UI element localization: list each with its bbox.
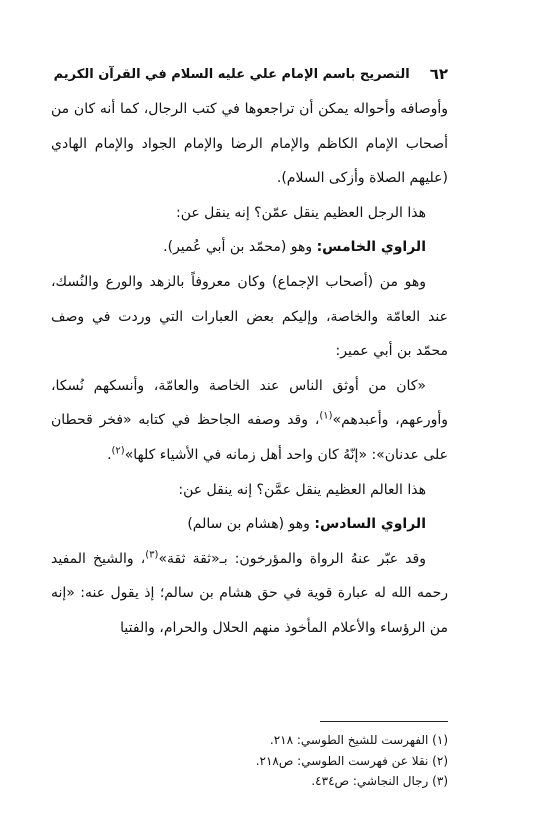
narrator-6-name: وهو (هشام بن سالم) bbox=[187, 516, 315, 533]
footnote-2: (٢) نقلا عن فهرست الطوسي: ص٢١٨. bbox=[255, 753, 448, 768]
paragraph-5-part-1: وقد عبّر عنهُ الرواة والمؤرخون: بـ«ثقة ثقة» bbox=[158, 550, 426, 567]
quote-part-1: «كان من أوثق الناس عند الخاصة والعامّة، وأنسكهم نُسكا، وأورعهم، وأعبدهم» bbox=[51, 377, 448, 429]
paragraph-2: هذا الرجل العظيم ينقل عمّن؟ إنه ينقل عن: bbox=[175, 204, 426, 221]
footnote-separator bbox=[320, 721, 448, 722]
footnote-ref-1[interactable]: (١) bbox=[319, 410, 333, 422]
footnote-ref-2[interactable]: (٢) bbox=[111, 445, 125, 457]
quote-paragraph bbox=[51, 369, 448, 473]
paragraph-1: وأوصافه وأحواله يمكن أن تراجعوها في كتب الرجال، كما أنه كان من أصحاب الإمام الكاظم والإمام الرضا والإمام الجواد والإمام الهادي (عليهم الصلاة وأزكى السلام). bbox=[51, 101, 448, 187]
paragraph-5-part-2: ، والشيخ المفيد رحمه الله له عبارة قوية في حق هشام بن سالم؛ إذ يقول عنه: «إنه من الرؤساء والأعلام المأخوذ منهم الحلال والحرام، والفتيا bbox=[51, 550, 448, 636]
running-title: التصريح باسم الإمام علي عليه السلام في القرآن الكريم bbox=[53, 66, 410, 82]
page-number: ٦٢ bbox=[429, 65, 448, 83]
main-text bbox=[51, 92, 448, 646]
footnotes bbox=[51, 730, 448, 792]
narrator-6-label: الراوي السادس: bbox=[314, 516, 426, 533]
paragraph-4: هذا العالم العظيم ينقل عمَّن؟ إنه ينقل عن: bbox=[178, 481, 426, 498]
paragraph-3: وهو من (أصحاب الإجماع) وكان معروفاً بالزهد والورع والنُسك، عند العامّة والخاصة، وإليكم بعض العبارات التي وردت في وصف محمّد بن أبي عمير: bbox=[51, 273, 448, 360]
footnote-ref-3[interactable]: (٣) bbox=[145, 549, 159, 561]
footnote-1: (١) الفهرست للشيخ الطوسي: ٢١٨. bbox=[269, 733, 448, 747]
quote-part-3: . bbox=[107, 446, 112, 463]
narrator-6-line bbox=[51, 507, 448, 542]
footnote-3: (٣) رجال النجاشي: ص٤٣٤. bbox=[311, 774, 448, 788]
running-header bbox=[53, 62, 448, 86]
narrator-5-line bbox=[51, 230, 448, 265]
narrator-5-label: الراوي الخامس: bbox=[316, 239, 426, 256]
quote-part-2: ، وقد وصفه الجاحظ في كتابه «فخر قحطان على عدنان»: «إنّهُ كان واحد أهل زمانه في الأشياء كلها» bbox=[51, 412, 448, 463]
narrator-5-name: وهو (محمّد بن أبي عُمير). bbox=[163, 239, 317, 256]
paragraph-5 bbox=[51, 542, 448, 646]
